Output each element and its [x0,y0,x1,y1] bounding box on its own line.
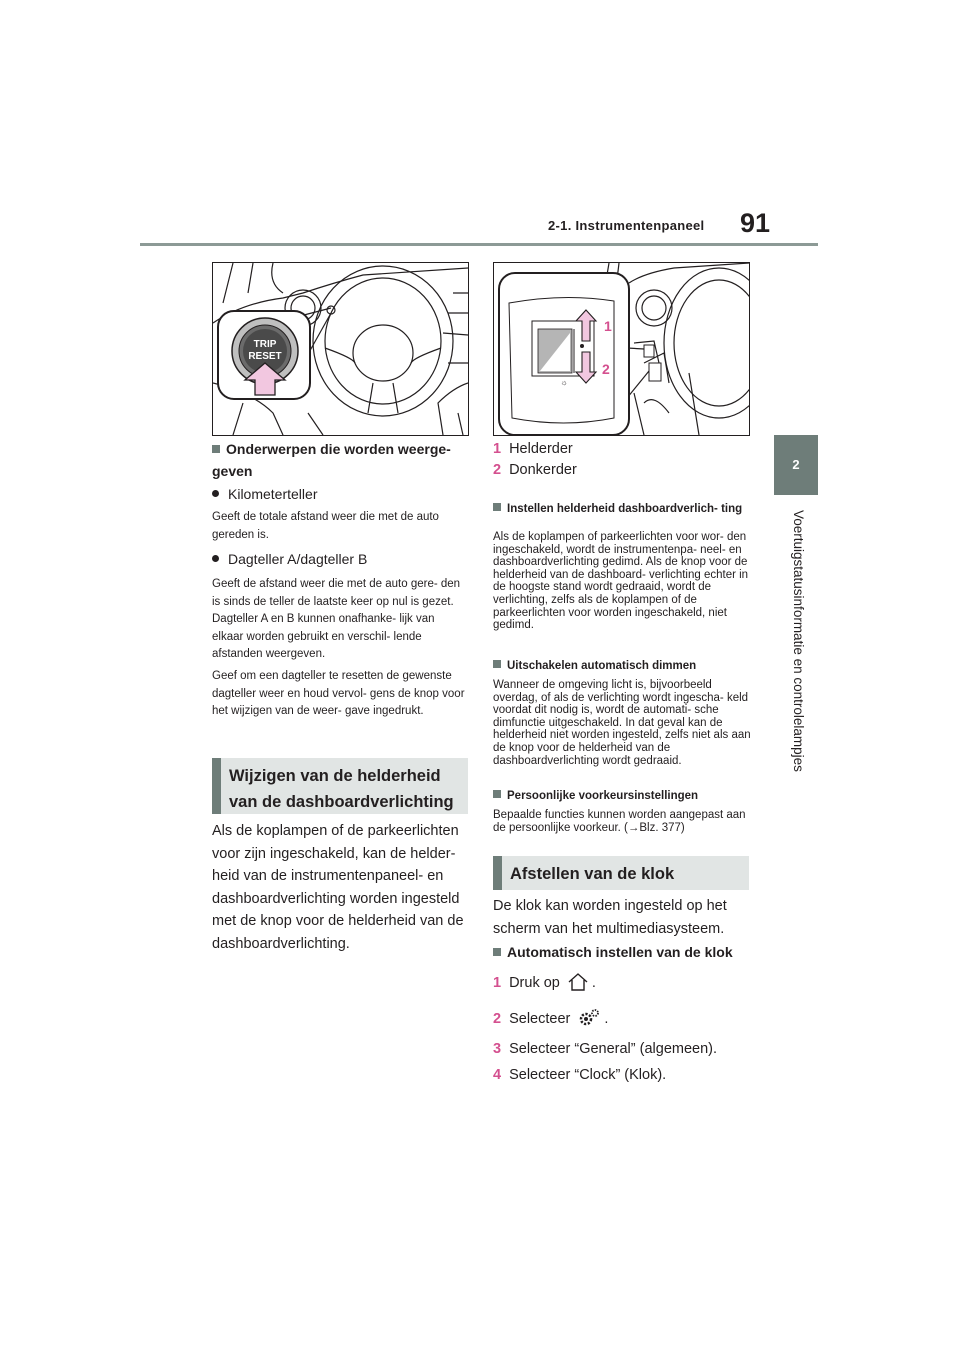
bullet-dot [212,555,219,562]
bullet-dot [212,490,219,497]
item-tripmeter-desc: Geeft de afstand weer die met de auto gere- den is sinds de teller de laatste keer op nul is gezet. Dagteller A en B kunnen onafhanke- lijk van elkaar worden gebruikt en verschil- lende afstanden weergeven. [212,578,461,660]
svg-text:☼: ☼ [560,378,568,387]
item-title: Kilometerteller [228,486,318,502]
heading-text: Onderwerpen die worden weerge- geven [212,441,451,479]
note-text-brightness: Als de koplampen of parkeerlichten voor wor- den ingeschakeld, wordt de instrumentenpa- neel- en dashboardverlichting gedimd. Als de knop voor de helderheid van de dashboard- verlichting echter in de hoogste stand wordt gedraaid, wordt de verlichting, zelfs als de koplampen of de parkeerlichten voor worden ingeschakeld, niet gedimd. [493,531,749,632]
displayed-items-heading [212,438,468,482]
brightness-figure [493,262,750,436]
step-2: 2 Selecteer . [493,1008,749,1036]
note-title-auto-dim: Uitschakelen automatisch dimmen [493,660,749,673]
brightness-body: Als de koplampen of de parkeerlichten voor zijn ingeschakeld, kan de helder- heid van de instrumentenpaneel- en dashboardverlichting worden ingesteld met de knop voor de helderheid van de dashboardverlichting. [212,823,464,952]
item-odometer [212,484,468,504]
section-box-clock [493,856,749,890]
reset-instructions: Geef om een dagteller te resetten de gewenste dagteller weer en houd vervol- gens de knop voor het wijzigen van de weer- gave ingedrukt. [212,670,465,717]
legend-2: 2 Donkerder [493,462,577,478]
item-title: Dagteller A/dagteller B [228,551,368,567]
marker-2: 2 [602,361,610,377]
section-label: 2-1. Instrumentenpaneel [548,218,705,233]
step-1: 1 Druk op . [493,972,749,1000]
reset-label: RESET [248,351,282,362]
trip-reset-figure [212,262,469,436]
chapter-tab[interactable]: 2 [774,435,818,495]
dashboard-illustration [213,263,468,435]
page-number: 91 [740,208,771,238]
step-3: 3 Selecteer “General” (algemeen). [493,1041,718,1057]
header-rule [140,243,818,246]
home-icon [567,972,589,1000]
note-text-auto-dim: Wanneer de omgeving licht is, bijvoorbeeld overdag, of als de verlichting wordt ingescha- keld voordat dit nodig is, wordt de automati- sche dimfunctie uitgeschakeld. In dat geval kan de helderheid niet worden ingesteld, zelfs niet als aan de knop voor de helderheid van de dashboardverlichting wordt gedraaid. [493,679,751,767]
note-text-personal: Bepaalde functies kunnen worden aangepast aan de persoonlijke voorkeur. (→Blz. 377) [493,809,746,834]
brightness-knob-illustration [494,263,749,435]
note-title-brightness: Instellen helderheid dashboardverlich- ting [493,503,749,516]
chapter-title-vertical [780,510,814,790]
marker-1: 1 [604,318,612,334]
square-marker [212,445,220,453]
item-odometer-desc: Geeft de totale afstand weer die met de auto gereden is. [212,511,439,541]
auto-clock-heading: Automatisch instellen van de klok [493,941,755,963]
section-box-title: Wijzigen van de helderheid van de dashboardverlichting [229,767,454,811]
item-tripmeter [212,549,468,569]
trip-label: TRIP [253,339,277,350]
note-title-personal: Persoonlijke voorkeursinstellingen [493,790,749,803]
legend-1: 1 Helderder [493,441,573,457]
chapter-title: Voertuigstatusinformatie en controlelampjes [791,510,806,772]
settings-gear-icon [577,1008,601,1036]
section-box-brightness [212,758,468,814]
clock-intro: De klok kan worden ingesteld op het scherm van het multimediasysteem. [493,898,727,937]
section-box-title: Afstellen van de klok [510,865,675,883]
step-4: 4 Selecteer “Clock” (Klok). [493,1067,667,1083]
